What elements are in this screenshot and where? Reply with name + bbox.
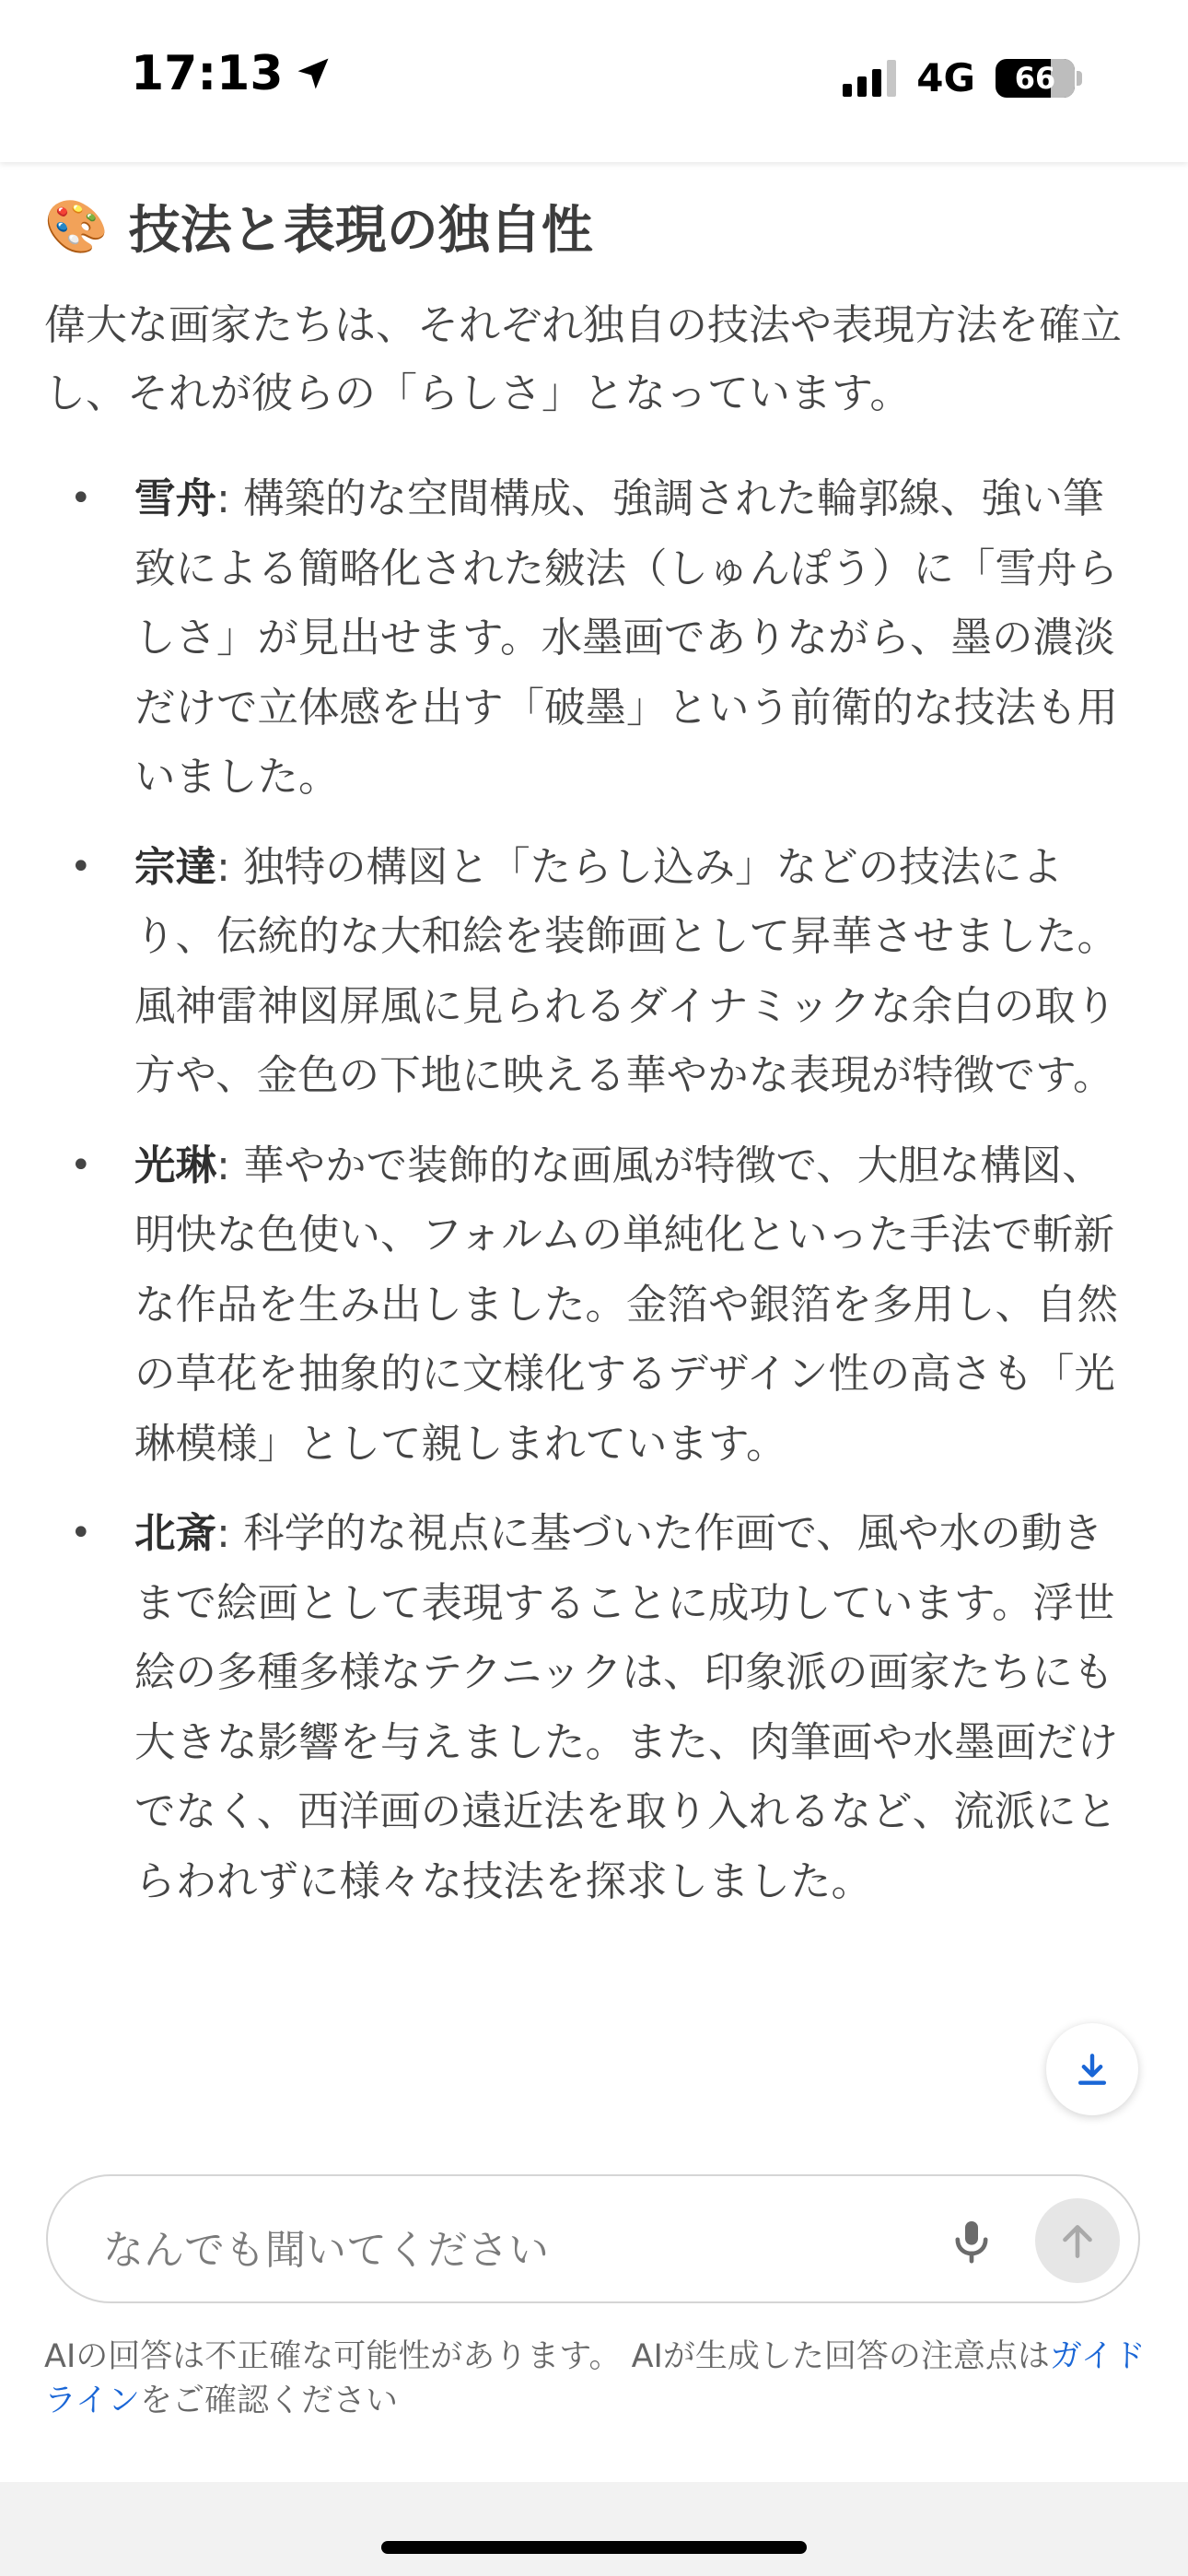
artist-name: 北斎 <box>134 1510 217 1557</box>
chat-response <box>44 184 1140 1937</box>
section-heading <box>44 190 1140 263</box>
location-arrow-icon <box>293 53 333 94</box>
artist-name: 光琳 <box>134 1142 217 1189</box>
artist-description: : 華やかで装飾的な画風が特徴で、大胆な構図、明快な色使い、フォルムの単純化といった手法で斬新な作品を生み出しました。金箔や銀箔を多用し、自然の草花を抽象的に文様化するデザイン性の高さも「光琳模様」として親しまれています。 <box>134 1142 1119 1468</box>
battery-icon <box>996 59 1075 98</box>
voice-input-button[interactable] <box>946 2215 997 2266</box>
bullet: • <box>70 477 92 520</box>
artist-list <box>44 464 1140 1916</box>
bullet: • <box>70 1512 92 1554</box>
artist-name: 雪舟 <box>134 475 217 522</box>
bullet: • <box>70 845 92 888</box>
section-intro: 偉大な画家たちは、それぞれ独自の技法や表現方法を確立し、それが彼らの「らしさ」となっています。 <box>44 300 1123 417</box>
artist-name: 宗達 <box>134 843 217 891</box>
bottom-safe-area <box>0 2482 1188 2576</box>
send-button[interactable] <box>1035 2198 1120 2283</box>
artist-description: : 構築的な空間構成、強調された輪郭線、強い筆致による簡略化された皴法（しゅんぽう）に「雪舟らしさ」が見出せます。水墨画でありながら、墨の濃淡だけで立体感を出す「破墨」という前衛的な技法も用いました。 <box>134 475 1119 801</box>
ai-disclaimer <box>44 2335 1149 2423</box>
bullet: • <box>70 1143 92 1187</box>
scroll-to-bottom-button[interactable] <box>1046 2023 1138 2115</box>
battery-level: 66 <box>1014 60 1056 96</box>
arrow-up-icon <box>1054 2218 1101 2264</box>
network-type: 4G <box>916 55 975 100</box>
chat-input[interactable]: なんでも聞いてください <box>103 2227 549 2274</box>
chat-input-bar[interactable] <box>46 2174 1140 2303</box>
status-bar <box>0 0 1188 162</box>
disclaimer-text: AIの回答は不正確な可能性があります。 AIが生成した回答の注意点は <box>44 2338 1050 2375</box>
list-item <box>44 1499 1140 1916</box>
disclaimer-suffix: をご確認ください <box>139 2383 398 2419</box>
status-indicators <box>843 55 1082 100</box>
arrow-down-to-line-icon <box>1072 2049 1112 2090</box>
microphone-icon <box>946 2215 997 2266</box>
palette-icon: 🎨 <box>44 197 109 257</box>
signal-strength-icon <box>843 60 896 97</box>
artist-description: : 科学的な視点に基づいた作画で、風や水の動きまで絵画として表現することに成功しています。浮世絵の多種多様なテクニックは、印象派の画家たちにも大きな影響を与えました。また、肉筆画や水墨画だけでなく、西洋画の遠近法を取り入れるなど、流派にとらわれずに様々な技法を探求しました。 <box>134 1510 1119 1905</box>
list-item <box>44 464 1140 813</box>
status-time <box>131 46 333 101</box>
list-item <box>44 1131 1140 1480</box>
section-title: 技法と表現の独自性 <box>128 201 593 261</box>
time-text: 17:13 <box>131 46 284 101</box>
guideline-link[interactable]: ガイドライン <box>44 2338 1146 2419</box>
home-indicator[interactable] <box>381 2541 807 2554</box>
artist-description: : 独特の構図と「たらし込み」などの技法により、伝統的な大和絵を装飾画として昇華させました。風神雷神図屏風に見られるダイナミックな余白の取り方や、金色の下地に映える華やかな表現が特徴です。 <box>134 843 1119 1099</box>
list-item <box>44 833 1140 1111</box>
